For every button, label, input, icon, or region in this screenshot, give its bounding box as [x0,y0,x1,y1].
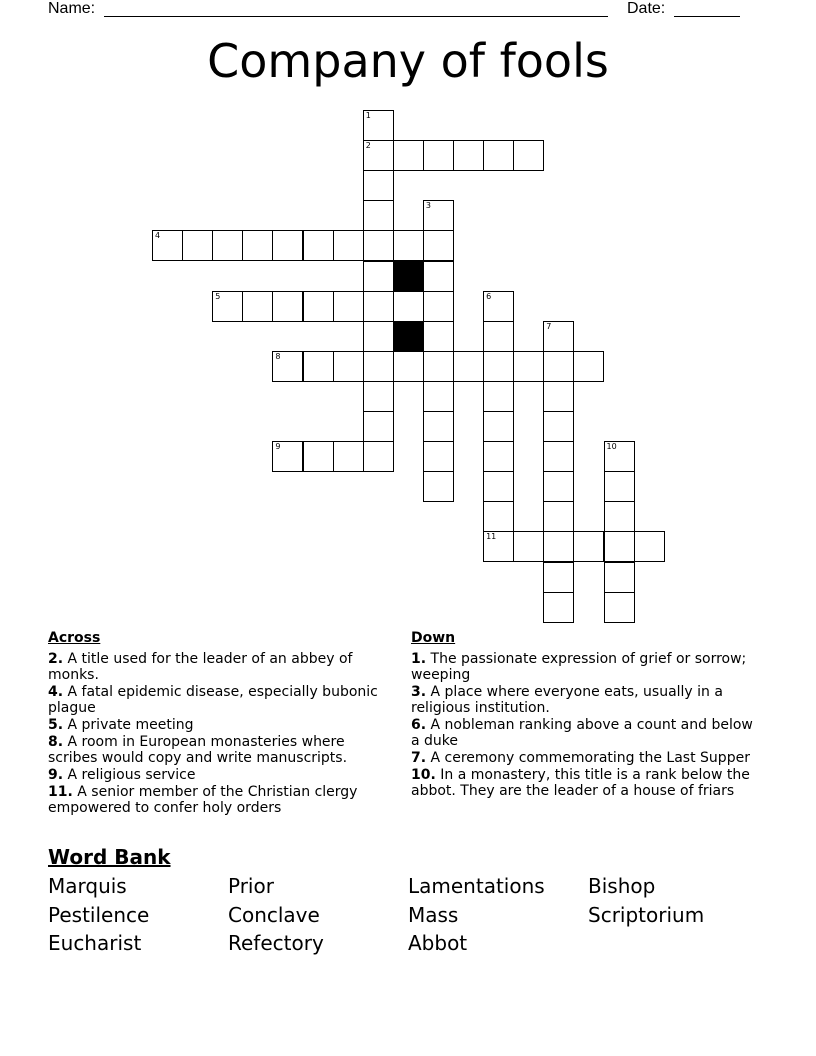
grid-cell[interactable] [483,501,514,532]
grid-cell[interactable] [604,501,635,532]
clue-text: A religious service [67,767,196,783]
grid-cell[interactable] [483,531,514,562]
clue-number: 9. [48,767,64,783]
clue-text: In a monastery, this title is a rank below the abbot. They are the leader of a house of friars [411,767,750,799]
grid-cell[interactable] [363,441,394,472]
grid-cell[interactable] [543,381,574,412]
grid-cell[interactable] [363,140,394,171]
grid-cell[interactable] [333,441,364,472]
down-clue [411,750,756,766]
grid-cell[interactable] [333,291,364,322]
down-clues [411,630,756,800]
word-bank-item: Prior [228,874,274,898]
cell-number: 5 [215,291,221,301]
across-clue [48,734,393,766]
word-bank-heading: Word Bank [48,845,171,869]
clue-text: The passionate expression of grief or sorrow; weeping [411,651,747,683]
grid-cell[interactable] [363,351,394,382]
down-clue [411,684,756,716]
grid-cell[interactable] [543,471,574,502]
cell-number: 8 [275,351,281,361]
grid-cell[interactable] [212,291,243,322]
across-clues [48,630,393,817]
grid-cell[interactable] [543,441,574,472]
grid-cell[interactable] [423,140,454,171]
cell-number: 10 [606,442,617,452]
word-bank-item: Mass [408,902,459,927]
grid-cell[interactable] [363,291,394,322]
grid-cell[interactable] [483,140,514,171]
grid-cell[interactable] [423,261,454,292]
grid-cell[interactable] [272,291,303,322]
clue-text: A place where everyone eats, usually in a religious institution. [411,684,723,716]
grid-cell[interactable] [423,291,454,322]
grid-cell[interactable] [543,562,574,593]
clue-number: 8. [48,734,64,750]
grid-cell[interactable] [543,411,574,442]
cell-number: 4 [155,231,161,241]
grid-cell[interactable] [483,411,514,442]
grid-cell[interactable] [543,501,574,532]
word-bank-item: Marquis [48,874,127,898]
grid-cell[interactable] [363,321,394,352]
grid-cell[interactable] [303,351,334,382]
grid-cell[interactable] [543,592,574,623]
grid-cell[interactable] [393,291,424,322]
grid-cell[interactable] [634,531,665,562]
clue-number: 6. [411,717,427,733]
grid-cell[interactable] [303,291,334,322]
grid-cell[interactable] [483,441,514,472]
cell-number: 11 [486,532,497,542]
grid-cell[interactable] [483,321,514,352]
grid-cell[interactable] [272,441,303,472]
across-clue [48,651,393,683]
across-heading: Across [48,630,101,646]
cell-number: 1 [365,111,371,120]
grid-cell[interactable] [363,170,394,201]
down-clue [411,767,756,799]
word-bank-item: Pestilence [48,902,150,927]
grid-cell[interactable] [573,531,604,562]
grid-cell[interactable] [423,471,454,502]
across-clue [48,717,393,733]
cell-number: 9 [275,442,281,452]
grid-cell[interactable] [604,441,635,472]
grid-cell[interactable] [363,261,394,292]
grid-cell[interactable] [423,351,454,382]
down-clue [411,717,756,749]
grid-cell[interactable] [423,321,454,352]
clue-number: 11. [48,784,73,800]
grid-cell[interactable] [513,351,544,382]
word-bank-item: Refectory [228,931,324,955]
grid-cell[interactable] [363,381,394,412]
word-bank-item: Bishop [588,874,656,898]
grid-cell[interactable] [543,351,574,382]
grid-cell[interactable] [212,230,243,261]
cell-number: 3 [425,201,431,211]
down-heading: Down [411,630,456,646]
cell-number: 6 [486,291,492,301]
down-clue [411,651,756,683]
clue-text: A senior member of the Christian clergy empowered to confer holy orders [48,784,358,816]
grid-cell[interactable] [393,351,424,382]
grid-cell[interactable] [363,110,394,141]
grid-cell[interactable] [303,441,334,472]
cell-number: 7 [546,321,552,331]
grid-cell[interactable] [182,230,213,261]
grid-cell[interactable] [483,291,514,322]
clue-text: A ceremony commemorating the Last Supper [430,750,750,766]
name-label: Name: [48,0,96,17]
grid-cell[interactable] [333,230,364,261]
grid-cell[interactable] [604,471,635,502]
grid-cell[interactable] [573,351,604,382]
grid-cell[interactable] [423,230,454,261]
clue-text: A nobleman ranking above a count and below a duke [411,717,753,749]
grid-cell[interactable] [363,230,394,261]
clue-text: A private meeting [67,717,194,733]
date-label: Date: [627,0,666,17]
clue-text: A title used for the leader of an abbey of monks. [48,651,353,683]
clue-text: A room in European monasteries where scribes would copy and write manuscripts. [48,734,348,766]
grid-cell[interactable] [152,230,183,261]
clue-number: 5. [48,717,64,733]
clue-number: 10. [411,767,436,783]
word-bank-item: Abbot [408,931,468,955]
grid-cell[interactable] [604,562,635,593]
grid-cell[interactable] [513,531,544,562]
clue-number: 4. [48,684,64,700]
clue-number: 2. [48,651,64,667]
grid-cell[interactable] [543,321,574,352]
across-clue [48,784,393,816]
clue-number: 1. [411,651,427,667]
grid-cell[interactable] [483,471,514,502]
word-bank [48,874,768,960]
grid-cell[interactable] [272,351,303,382]
across-clue [48,684,393,716]
grid-cell[interactable] [604,531,635,562]
grid-cell[interactable] [393,140,424,171]
word-bank-item: Lamentations [408,874,545,898]
grid-cell[interactable] [393,230,424,261]
grid-cell[interactable] [453,140,484,171]
grid-cell[interactable] [423,200,454,231]
grid-cell[interactable] [513,140,544,171]
clue-number: 7. [411,750,427,766]
grid-cell[interactable] [333,351,364,382]
grid-cell[interactable] [363,200,394,231]
grid-cell[interactable] [423,441,454,472]
grid-block [393,261,424,292]
grid-cell[interactable] [303,230,334,261]
across-clue [48,767,393,783]
grid-cell[interactable] [543,531,574,562]
word-bank-item: Scriptorium [588,902,705,927]
grid-cell[interactable] [242,291,273,322]
grid-cell[interactable] [453,351,484,382]
grid-cell[interactable] [272,230,303,261]
grid-cell[interactable] [242,230,273,261]
grid-cell[interactable] [423,411,454,442]
grid-cell[interactable] [483,381,514,412]
grid-cell[interactable] [483,351,514,382]
cell-number: 2 [365,141,371,151]
clue-text: A fatal epidemic disease, especially bubonic plague [48,684,378,716]
grid-cell[interactable] [604,592,635,623]
word-bank-item: Conclave [228,902,320,927]
word-bank-item: Eucharist [48,931,142,955]
clue-number: 3. [411,684,427,700]
grid-cell[interactable] [363,411,394,442]
grid-cell[interactable] [423,381,454,412]
grid-block [393,321,424,352]
page-title: Company of fools [207,34,609,88]
